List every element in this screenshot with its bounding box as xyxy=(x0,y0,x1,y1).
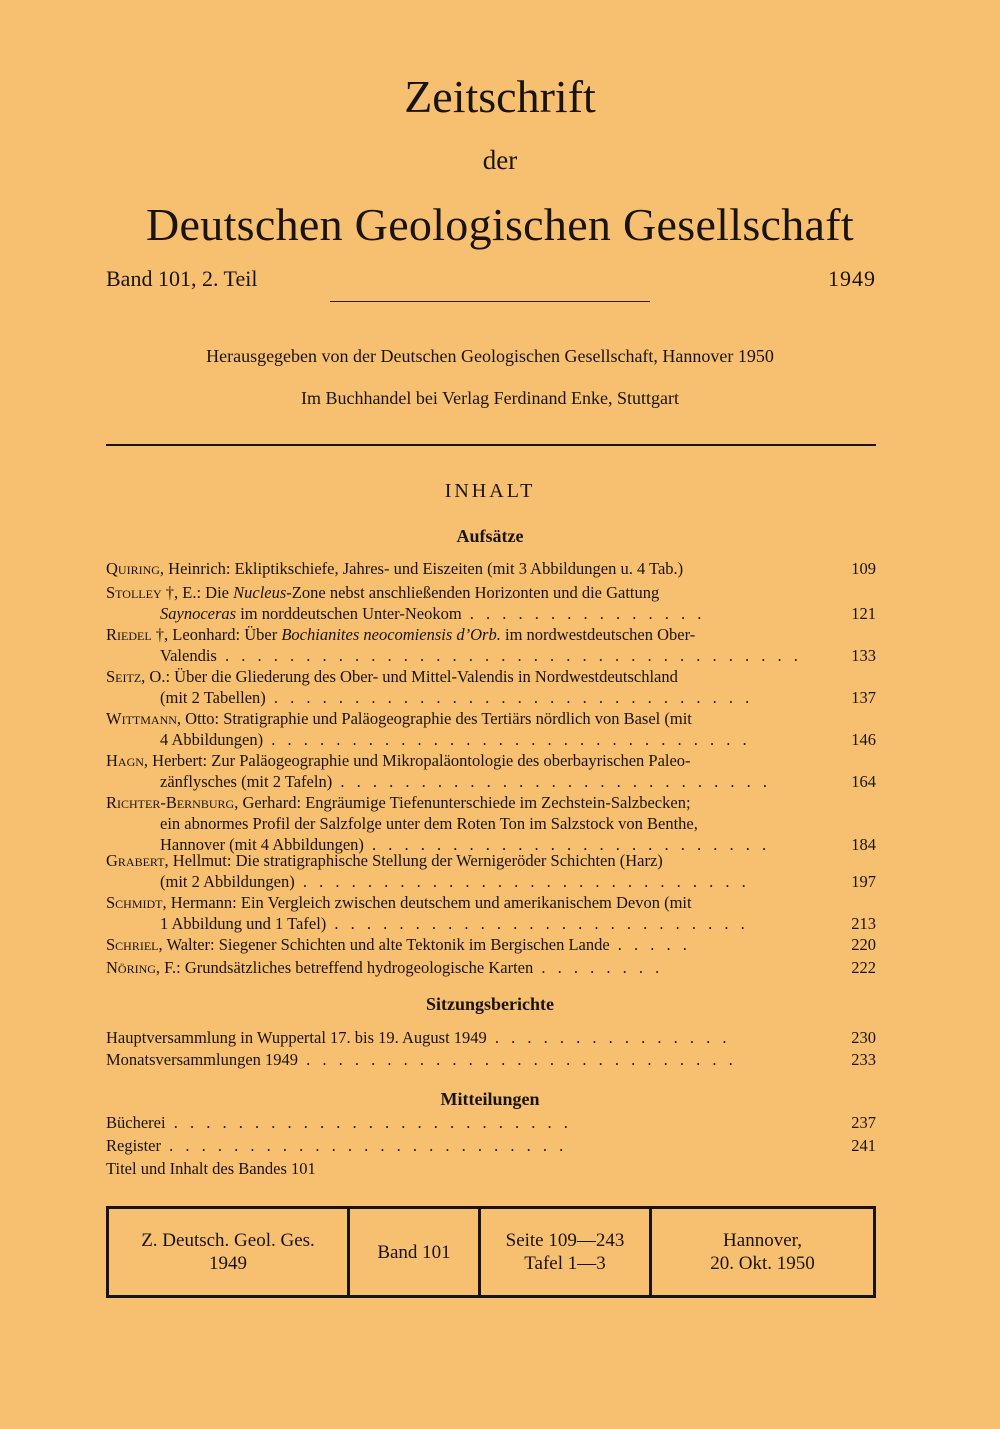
toc-author: Hagn xyxy=(106,751,144,770)
toc-entry xyxy=(106,559,876,580)
toc-entry xyxy=(106,893,876,935)
section-heading-aufsaetze: Aufsätze xyxy=(456,526,524,546)
toc-entry xyxy=(106,1028,876,1049)
citation-date: 20. Okt. 1950 xyxy=(710,1253,815,1274)
leader-dots: . . . . . . . . . . . . . . . . . . . . . . . . . . . . . . xyxy=(263,729,751,749)
citation-journal-year: 1949 xyxy=(209,1253,247,1274)
toc-entry xyxy=(106,1113,876,1134)
toc-title: , Walter: Siegener Schichten und alte Tektonik im Bergischen Lande xyxy=(158,935,610,954)
toc-author: Seitz xyxy=(106,667,142,686)
citation-page-range: Seite 109—243 xyxy=(505,1230,625,1251)
toc-author: Quiring xyxy=(106,559,160,578)
citation-box xyxy=(106,1206,876,1298)
toc-title: , O.: Über die Gliederung des Ober- und Mittel-Valendis in Nordwestdeutschland xyxy=(141,667,678,686)
leader-dots: . . . . . xyxy=(609,935,691,954)
leader-dots: . . . . . . . . . . . . . . . . . . . . . . . . . xyxy=(363,834,771,854)
toc-title: 1 Abbildung und 1 Tafel) xyxy=(160,913,327,933)
leader-dots: . . . . . . . . . . . . . . . . . . . . . . . . . . xyxy=(326,913,749,933)
leader-dots: . . . . . . . . . . . . . . . . . . . . . . . . . xyxy=(161,1136,568,1155)
toc-page: 233 xyxy=(851,1050,876,1069)
leader-dots: . . . . . . . . . . . . . . . . . . . . . . . . . . . xyxy=(298,1050,737,1069)
toc-title: , Hermann: Ein Vergleich zwischen deutschem und amerikanischem Devon (mit xyxy=(162,893,692,912)
toc-page: 230 xyxy=(851,1028,876,1047)
citation-place: Hannover, xyxy=(723,1230,802,1251)
toc-title-italic: Nucleus xyxy=(233,583,287,602)
volume-line xyxy=(106,266,876,292)
toc-page: 164 xyxy=(851,771,876,791)
toc-title: , Herbert: Zur Paläogeographie und Mikropaläontologie des oberbayrischen Paleo- xyxy=(143,751,691,770)
toc-author: Schmidt xyxy=(106,893,163,912)
toc-title-italic: Bochianites neocomiensis d’Orb. xyxy=(281,625,501,644)
toc-page: 121 xyxy=(851,603,876,623)
toc-page: 133 xyxy=(851,645,876,665)
toc-title: -Zone nebst anschließenden Horizonten und die Gattung xyxy=(286,583,660,602)
toc-entry xyxy=(106,958,876,979)
publisher-line: Herausgegeben von der Deutschen Geologischen Gesellschaft, Hannover 1950 xyxy=(206,346,774,366)
citation-journal xyxy=(109,1209,350,1295)
toc-page: 197 xyxy=(851,871,876,891)
toc-title: Monatsversammlungen 1949 xyxy=(106,1050,299,1069)
contents-heading: INHALT xyxy=(444,480,536,502)
toc-title: im norddeutschen Unter-Neokom xyxy=(236,603,462,623)
toc-title: , Hellmut: Die stratigraphische Stellung der Wernigeröder Schichten (Harz) xyxy=(164,851,663,870)
toc-author: Richter-Bernburg xyxy=(106,793,235,812)
toc-page: 109 xyxy=(851,559,876,578)
toc-entry xyxy=(106,625,876,667)
toc-title: ein abnormes Profil der Salzfolge unter dem Roten Ton im Salzstock von Benthe, xyxy=(160,813,698,833)
toc-page: 137 xyxy=(851,687,876,707)
toc-title: (mit 2 Abbildungen) xyxy=(160,871,295,891)
toc-title: Bücherei xyxy=(106,1113,166,1132)
toc-entry xyxy=(106,751,876,793)
toc-title: Register xyxy=(106,1136,161,1155)
short-divider xyxy=(330,301,650,302)
toc-title: 4 Abbildungen) xyxy=(160,729,264,749)
citation-plates: Tafel 1—3 xyxy=(524,1253,606,1274)
leader-dots: . . . . . . . . . . . . . . . xyxy=(461,603,706,623)
toc-author: Riedel xyxy=(106,625,152,644)
bookseller-line: Im Buchhandel bei Verlag Ferdinand Enke, Stuttgart xyxy=(300,388,680,408)
toc-entry xyxy=(106,583,876,625)
toc-entry xyxy=(106,667,876,709)
toc-title: Hauptversammlung in Wuppertal 17. bis 19. August 1949 xyxy=(106,1028,487,1047)
toc-page: 222 xyxy=(851,958,876,977)
journal-title-line3: Deutschen Geologischen Gesellschaft xyxy=(146,199,854,250)
toc-title: im nordwestdeutschen Ober- xyxy=(500,625,696,644)
toc-page: 237 xyxy=(851,1113,876,1132)
toc-title: , F.: Grundsätzliches betreffend hydrogeologische Karten xyxy=(155,958,534,977)
citation-pages xyxy=(481,1209,652,1295)
section-heading-sitzungsberichte: Sitzungsberichte xyxy=(426,994,554,1014)
leader-dots: . . . . . . . . xyxy=(533,958,664,977)
toc-title: Titel und Inhalt des Bandes 101 xyxy=(106,1159,316,1178)
toc-title: †, E.: Die xyxy=(161,583,234,602)
leader-dots: . . . . . . . . . . . . . . . . . . . . . . . . . . . . . . xyxy=(265,687,754,707)
volume-year: 1949 xyxy=(828,266,876,291)
leader-dots: . . . . . . . . . . . . . . . . . . . . . . . . . . . . . . . . . . . . xyxy=(216,645,802,665)
citation-volume xyxy=(350,1209,481,1295)
toc-author: Grabert xyxy=(106,851,165,870)
toc-author: Stolley xyxy=(106,583,162,602)
toc-author: Wittmann xyxy=(106,709,177,728)
toc-entry xyxy=(106,1050,876,1071)
journal-title-line1: Zeitschrift xyxy=(404,71,596,122)
toc-entry xyxy=(106,709,876,751)
toc-author: Nöring xyxy=(106,958,156,977)
toc-title: , Otto: Stratigraphie und Paläogeographie des Tertiärs nördlich von Basel (mit xyxy=(176,709,692,728)
toc-title: zänflysches (mit 2 Tafeln) xyxy=(160,771,333,791)
citation-band: Band 101 xyxy=(377,1241,451,1263)
toc-title-italic: Saynoceras xyxy=(160,603,237,623)
section-heading-mitteilungen: Mitteilungen xyxy=(440,1089,540,1109)
toc-entry xyxy=(106,793,876,855)
toc-author: Schriel xyxy=(106,935,159,954)
leader-dots: . . . . . . . . . . . . . . . . . . . . . . . . . . . . xyxy=(294,871,750,891)
leader-dots: . . . . . . . . . . . . . . . . . . . . . . . . . xyxy=(165,1113,572,1132)
toc-title: Valendis xyxy=(160,645,217,665)
leader-dots: . . . . . . . . . . . . . . . . . . . . . . . . . . . xyxy=(332,771,771,791)
toc-title: (mit 2 Tabellen) xyxy=(160,687,266,707)
toc-page: 146 xyxy=(851,729,876,749)
toc-entry xyxy=(106,935,876,956)
leader-dots: . . . . . . . . . . . . . . . xyxy=(486,1028,731,1047)
toc-page: 220 xyxy=(851,935,876,954)
toc-title: Hannover (mit 4 Abbildungen) xyxy=(160,834,364,854)
toc-entry xyxy=(106,851,876,893)
main-divider xyxy=(106,444,876,446)
journal-title-line2: der xyxy=(482,145,518,175)
toc-page: 241 xyxy=(851,1136,876,1155)
citation-place-date xyxy=(652,1209,873,1295)
toc-title: , Heinrich: Ekliptikschiefe, Jahres- und Eiszeiten (mit 3 Abbildungen u. 4 Tab.) xyxy=(159,559,684,578)
toc-entry xyxy=(106,1159,876,1180)
toc-page: 213 xyxy=(851,913,876,933)
toc-title: , Gerhard: Engräumige Tiefenunterschiede im Zechstein-Salzbecken; xyxy=(234,793,691,812)
citation-journal-name: Z. Deutsch. Geol. Ges. xyxy=(141,1230,315,1251)
volume-label: Band 101, 2. Teil xyxy=(106,266,258,291)
toc-page: 184 xyxy=(851,834,876,854)
toc-entry xyxy=(106,1136,876,1157)
toc-title: †, Leonhard: Über xyxy=(151,625,282,644)
